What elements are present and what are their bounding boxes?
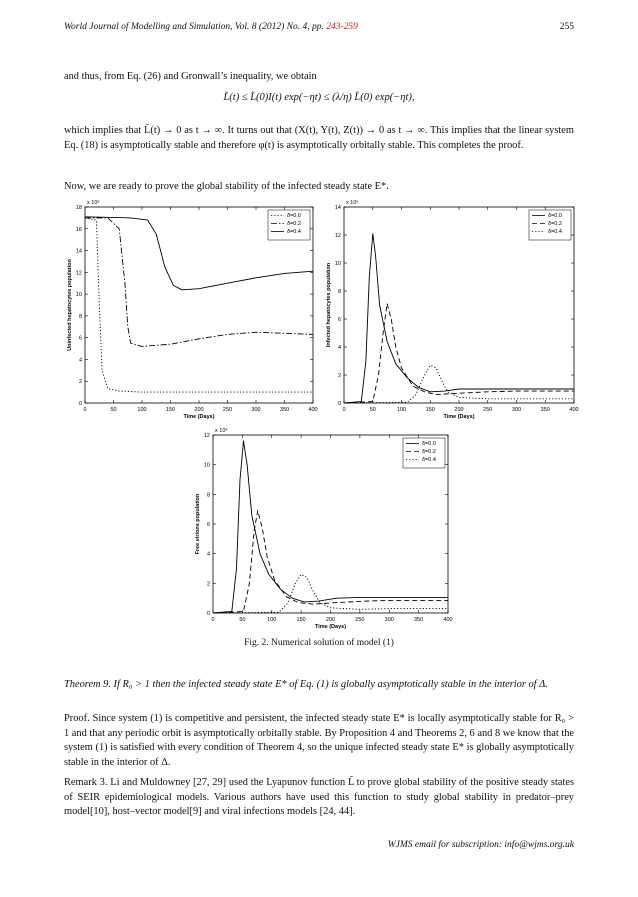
axis-exponent: x 10⁵ [346,200,359,206]
x-tick-label: 250 [355,617,365,623]
legend-label: δ=0.0 [287,213,301,219]
footer: WJMS email for subscription: info@wjms.org.uk [387,840,574,850]
legend-label: δ=0.0 [548,213,562,219]
chart-infected [318,197,580,425]
x-tick-label: 300 [251,407,261,413]
x-tick-label: 150 [425,407,435,413]
y-tick-label: 10 [334,261,341,267]
legend-label: δ=0.2 [287,221,301,227]
y-tick-label: 8 [337,289,341,295]
y-tick-label: 18 [75,205,82,211]
x-tick-label: 200 [325,617,336,623]
series-line [344,234,574,403]
x-tick-label: 200 [194,407,204,413]
y-tick-label: 14 [334,205,341,211]
x-tick-label: 50 [239,617,246,623]
equation: L̃(t) ≤ L̃(0)I(t) exp(−ηt) ≤ (λ/η) L̃(0) exp(−ηt), [223,92,415,103]
axis-exponent: x 10⁶ [87,200,100,206]
x-tick-label: 50 [369,407,376,413]
paragraph-1: which implies that L̃(t) → 0 as t → ∞. It turns out that (X(t), Y(t), Z(t)) → 0 as t → ∞. This implies that the linear system Eq. (18) is asymptotically stable and therefore φ(t) is asymptotically orbitally stable. This completes the proof. [64,125,574,151]
y-tick-label: 8 [78,313,82,320]
journal-name: World Journal of Modelling and Simulation, Vol. 8 (2012) No. 4, pp. [64,22,324,32]
theorem-9: Theorem 9. If R₀ > 1 then the infected steady state E* of Eq. (1) is globally asymptotically stable in the interior of Δ. [64,679,548,690]
x-axis-label: Time (Days) [443,414,475,420]
y-tick-label: 4 [78,357,82,364]
y-tick-label: 2 [206,581,210,588]
x-tick-label: 50 [110,407,117,413]
x-tick-label: 200 [454,407,464,413]
y-tick-label: 6 [337,317,341,323]
y-tick-label: 0 [337,401,341,407]
y-tick-label: 12 [203,433,210,439]
x-tick-label: 400 [443,617,453,623]
y-tick-label: 6 [78,335,82,342]
y-tick-label: 16 [75,226,82,233]
x-tick-label: 400 [308,407,318,413]
x-tick-label: 0 [83,407,87,413]
axis-exponent: x 10⁶ [215,428,228,434]
series-line [213,574,448,613]
x-tick-label: 300 [384,617,394,623]
y-tick-label: 8 [206,492,210,499]
chart-virions [187,425,452,635]
y-tick-label: 6 [206,522,210,528]
x-tick-label: 300 [511,407,522,413]
y-tick-label: 2 [337,373,341,379]
x-tick-label: 0 [211,617,215,623]
proof-paragraph: Proof. Since system (1) is competitive and persistent, the infected steady state E* is locally asymptotically stable for R₀ > 1 and that any periodic orbit is asymptotically orbitally stable. By Proposition 4 and Theorems 2, 6 and 8 we know that the system (1) is satisfied with every condition of Theorem 4, so the unique infected steady state E* is globally asymptotically stable in the interior of Δ. [64,713,575,768]
legend-label: δ=0.0 [422,441,436,447]
legend-label: δ=0.2 [422,449,436,455]
x-axis-label: Time (Days) [183,414,215,420]
x-tick-label: 150 [296,617,306,623]
series-line [344,304,574,403]
intro-text: and thus, from Eq. (26) and Gronwall’s inequality, we obtain [64,71,317,82]
y-tick-label: 12 [75,270,82,277]
page-range-link[interactable]: 243-259 [326,22,358,32]
y-axis-label: Uninfected hepatocytes population [67,259,73,351]
paragraph-2: Now, we are ready to prove the global stability of the infected steady state E*. [64,181,389,192]
x-tick-label: 350 [414,617,424,623]
running-header [64,22,574,32]
x-tick-label: 400 [569,407,579,413]
x-axis-label: Time (Days) [314,624,347,630]
y-tick-label: 10 [75,292,82,299]
y-tick-label: 10 [203,462,210,469]
page-number: 255 [559,22,574,32]
x-tick-label: 250 [222,407,233,413]
x-tick-label: 100 [137,407,147,413]
figure-caption: Fig. 2. Numerical solution of model (1) [244,638,394,648]
legend-label: δ=0.2 [548,221,562,227]
x-tick-label: 100 [267,617,277,623]
x-tick-label: 350 [540,407,550,413]
y-tick-label: 4 [337,345,341,351]
x-tick-label: 150 [165,407,176,413]
y-tick-label: 0 [206,611,210,617]
x-tick-label: 0 [342,407,346,413]
y-tick-label: 12 [334,233,341,239]
legend-label: δ=0.4 [548,229,562,235]
legend-label: δ=0.4 [287,229,301,235]
x-tick-label: 100 [396,407,407,413]
legend-label: δ=0.4 [422,457,436,463]
y-tick-label: 4 [206,551,210,558]
series-line [85,218,313,392]
x-tick-label: 250 [483,407,493,413]
y-axis-label: Infected hepatocytes population [326,262,332,348]
y-tick-label: 2 [78,379,82,386]
y-axis-label: Free virions population [195,493,201,555]
remark-3: Remark 3. Li and Muldowney [27, 29] used the Lyapunov function L̃ to prove global stability of the positive steady states of SEIR epidemiological models. Various authors have used this function to study global stability in predator–prey model[10], host–vector model[9] and viral infections models [24, 44]. [64,777,574,817]
y-tick-label: 14 [75,248,82,255]
x-tick-label: 350 [279,407,290,413]
y-tick-label: 0 [78,401,82,407]
chart-uninfected [55,197,318,425]
